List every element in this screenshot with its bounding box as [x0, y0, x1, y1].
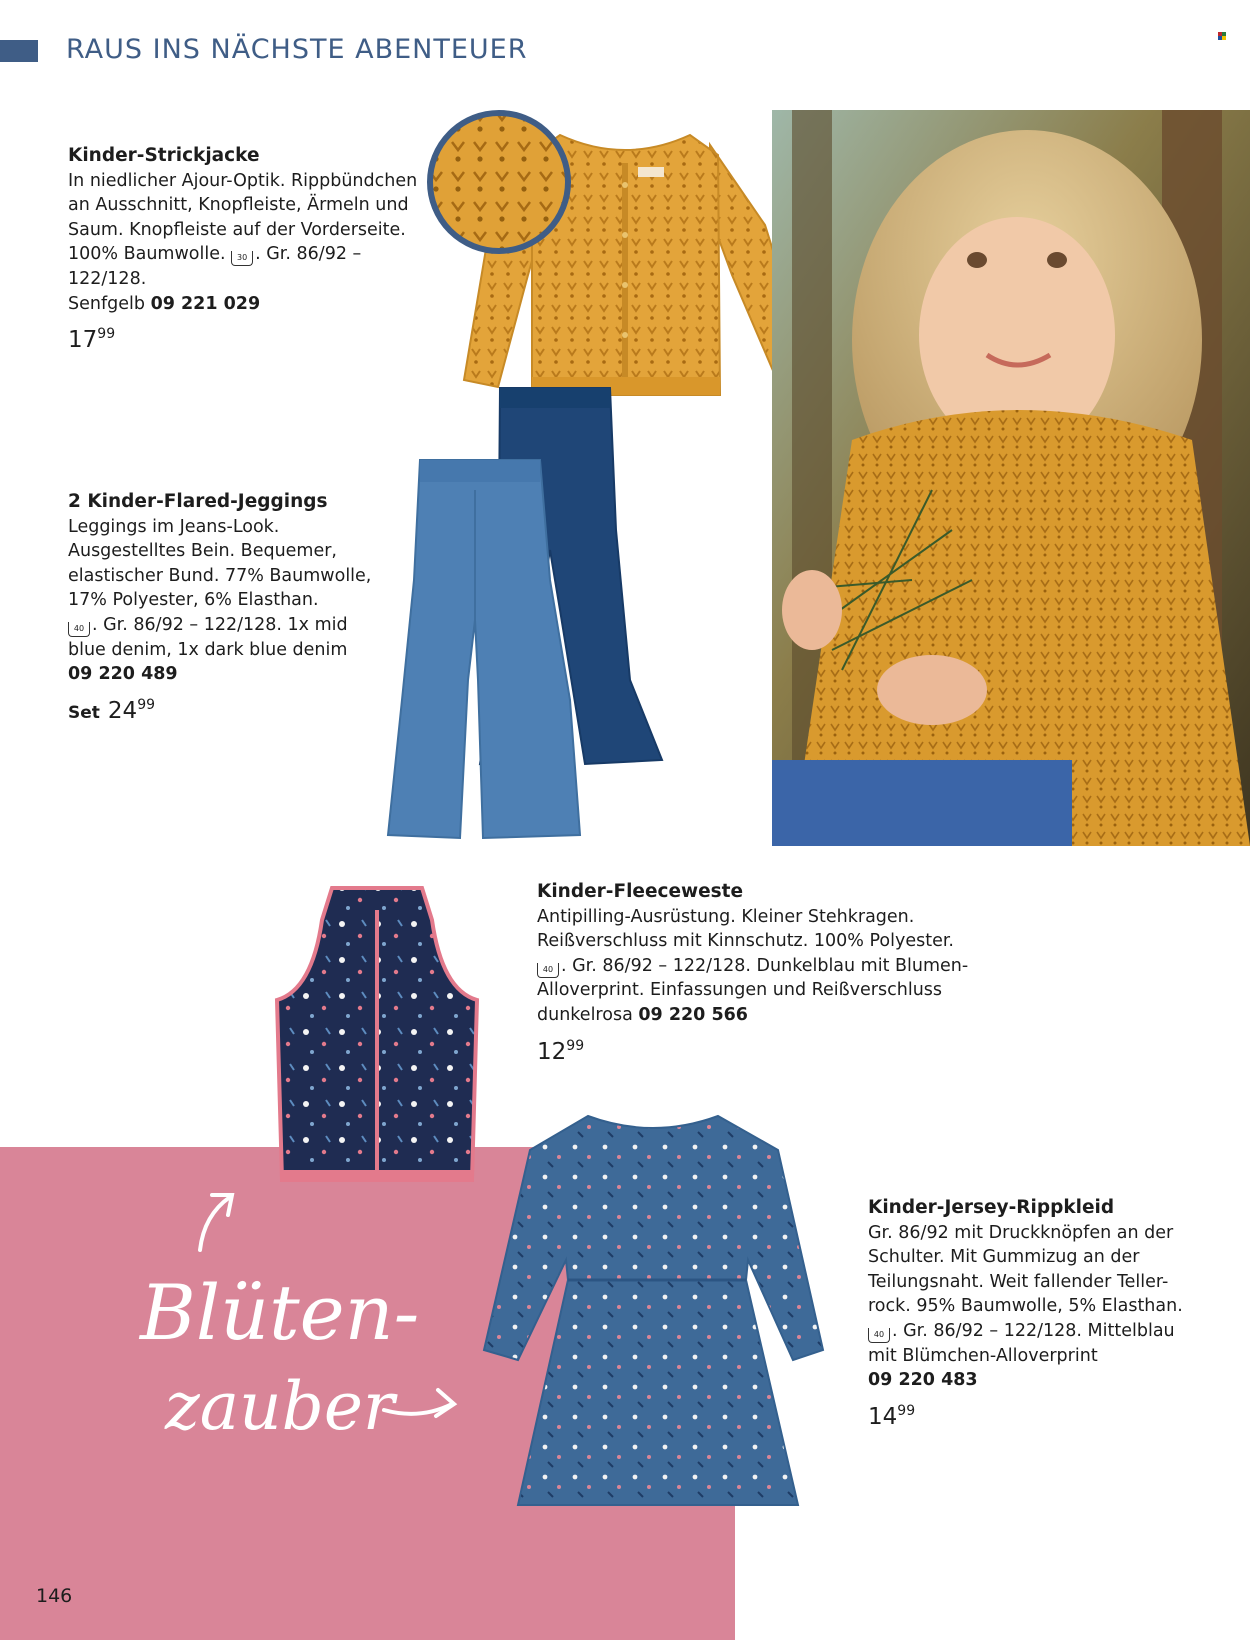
product-name: Kinder-Fleeceweste: [537, 881, 744, 902]
price-main: 17: [68, 327, 98, 354]
size-text: . Gr. 86/92 – 122/128. Mittelblau: [892, 1320, 1175, 1341]
page-title: RAUS INS NÄCHSTE ABENTEUER: [66, 34, 528, 65]
price-cents: 99: [897, 1402, 916, 1419]
product-description-line: [537, 954, 977, 979]
promo-script-line2: zauber: [165, 1368, 395, 1445]
product-leggings: [68, 490, 388, 725]
size-text: . Gr. 86/92 – 122/128. 1x mid: [92, 614, 348, 635]
price-main: 14: [868, 1403, 898, 1430]
material-text: 100% Baumwolle.: [68, 244, 226, 265]
page-number: 146: [36, 1585, 73, 1607]
product-description-line: Antipilling-Ausrüstung. Kleiner Stehkragen.: [537, 906, 915, 927]
price-main: 24: [107, 697, 138, 724]
product-name: Kinder-Strickjacke: [68, 145, 260, 166]
color-text: Senfgelb: [68, 293, 145, 314]
size-text: . Gr. 86/92 – 122/128. Dunkelblau mit Blumen-: [561, 955, 969, 976]
jersey-dress-image: [478, 1110, 828, 1515]
product-description-line: Alloverprint. Einfassungen und Reißverschluss: [537, 980, 943, 1001]
product-description-line: Schulter. Mit Gummizug an der: [868, 1247, 1140, 1268]
wash-symbol-icon: 40: [537, 963, 559, 978]
promo-script-line1: Blüten-: [140, 1268, 420, 1357]
product-description-line: In niedlicher Ajour-Optik. Rippbündchen: [68, 170, 418, 191]
product-description-line: Leggings im Jeans-Look.: [68, 516, 280, 537]
article-number: 09 220 483: [868, 1370, 978, 1391]
product-description-line: Saum. Knopfleiste auf der Vorderseite.: [68, 219, 406, 240]
product-description-line: rock. 95% Baumwolle, 5% Elasthan.: [868, 1296, 1183, 1317]
product-description-line: elastischer Bund. 77% Baumwolle,: [68, 565, 372, 586]
wash-symbol-icon: 40: [868, 1328, 890, 1343]
product-description-line: Gr. 86/92 mit Druckknöpfen an der: [868, 1222, 1174, 1243]
product-description-line: an Ausschnitt, Knopfleiste, Ärmeln und: [68, 195, 409, 216]
fleece-vest-image: [262, 880, 492, 1200]
product-description-line: [68, 613, 388, 638]
price-main: 12: [537, 1038, 567, 1065]
corner-mark: [1218, 32, 1228, 42]
header-accent-bar: [0, 40, 38, 62]
product-jersey-dress: [868, 1196, 1228, 1429]
arrow-right-icon: [380, 1380, 460, 1430]
product-description-line: mit Blümchen-Alloverprint: [868, 1345, 1098, 1366]
model-photo: [772, 110, 1250, 846]
size-text: . Gr. 86/92 – 122/128.: [68, 244, 362, 289]
price: [68, 693, 388, 726]
product-description-line: Teilungsnaht. Weit fallender Teller-: [868, 1271, 1169, 1292]
product-description-line: blue denim, 1x dark blue denim: [68, 639, 348, 660]
article-number: 09 220 566: [638, 1004, 748, 1025]
wash-symbol-icon: 40: [68, 622, 90, 637]
wash-symbol-icon: 30: [231, 251, 253, 266]
product-description-line: Ausgestelltes Bein. Bequemer,: [68, 541, 337, 562]
product-description-line: [868, 1319, 1228, 1344]
product-cardigan: [68, 144, 428, 353]
knit-detail-zoom: [425, 108, 573, 256]
product-name: Kinder-Jersey-Rippkleid: [868, 1197, 1115, 1218]
product-name: 2 Kinder-Flared-Jeggings: [68, 491, 328, 512]
product-description-line: [68, 242, 428, 291]
price-prefix: Set: [68, 702, 100, 723]
product-description-line: [537, 1003, 977, 1028]
article-number: 09 220 489: [68, 664, 178, 685]
product-description-line: Reißverschluss mit Kinnschutz. 100% Polyester.: [537, 931, 954, 952]
price-cents: 99: [137, 696, 156, 713]
product-fleece-vest: [537, 880, 977, 1064]
product-description-line: [68, 292, 428, 317]
color-text: dunkelrosa: [537, 1004, 633, 1025]
price-cents: 99: [97, 326, 116, 343]
price: [68, 322, 428, 353]
leggings-image: [380, 380, 670, 840]
article-number: 09 221 029: [150, 293, 261, 314]
price: [537, 1034, 977, 1065]
product-description-line: 17% Polyester, 6% Elasthan.: [68, 590, 319, 611]
price-cents: 99: [566, 1037, 585, 1054]
price: [868, 1399, 1228, 1430]
arrow-up-icon: [190, 1185, 250, 1255]
